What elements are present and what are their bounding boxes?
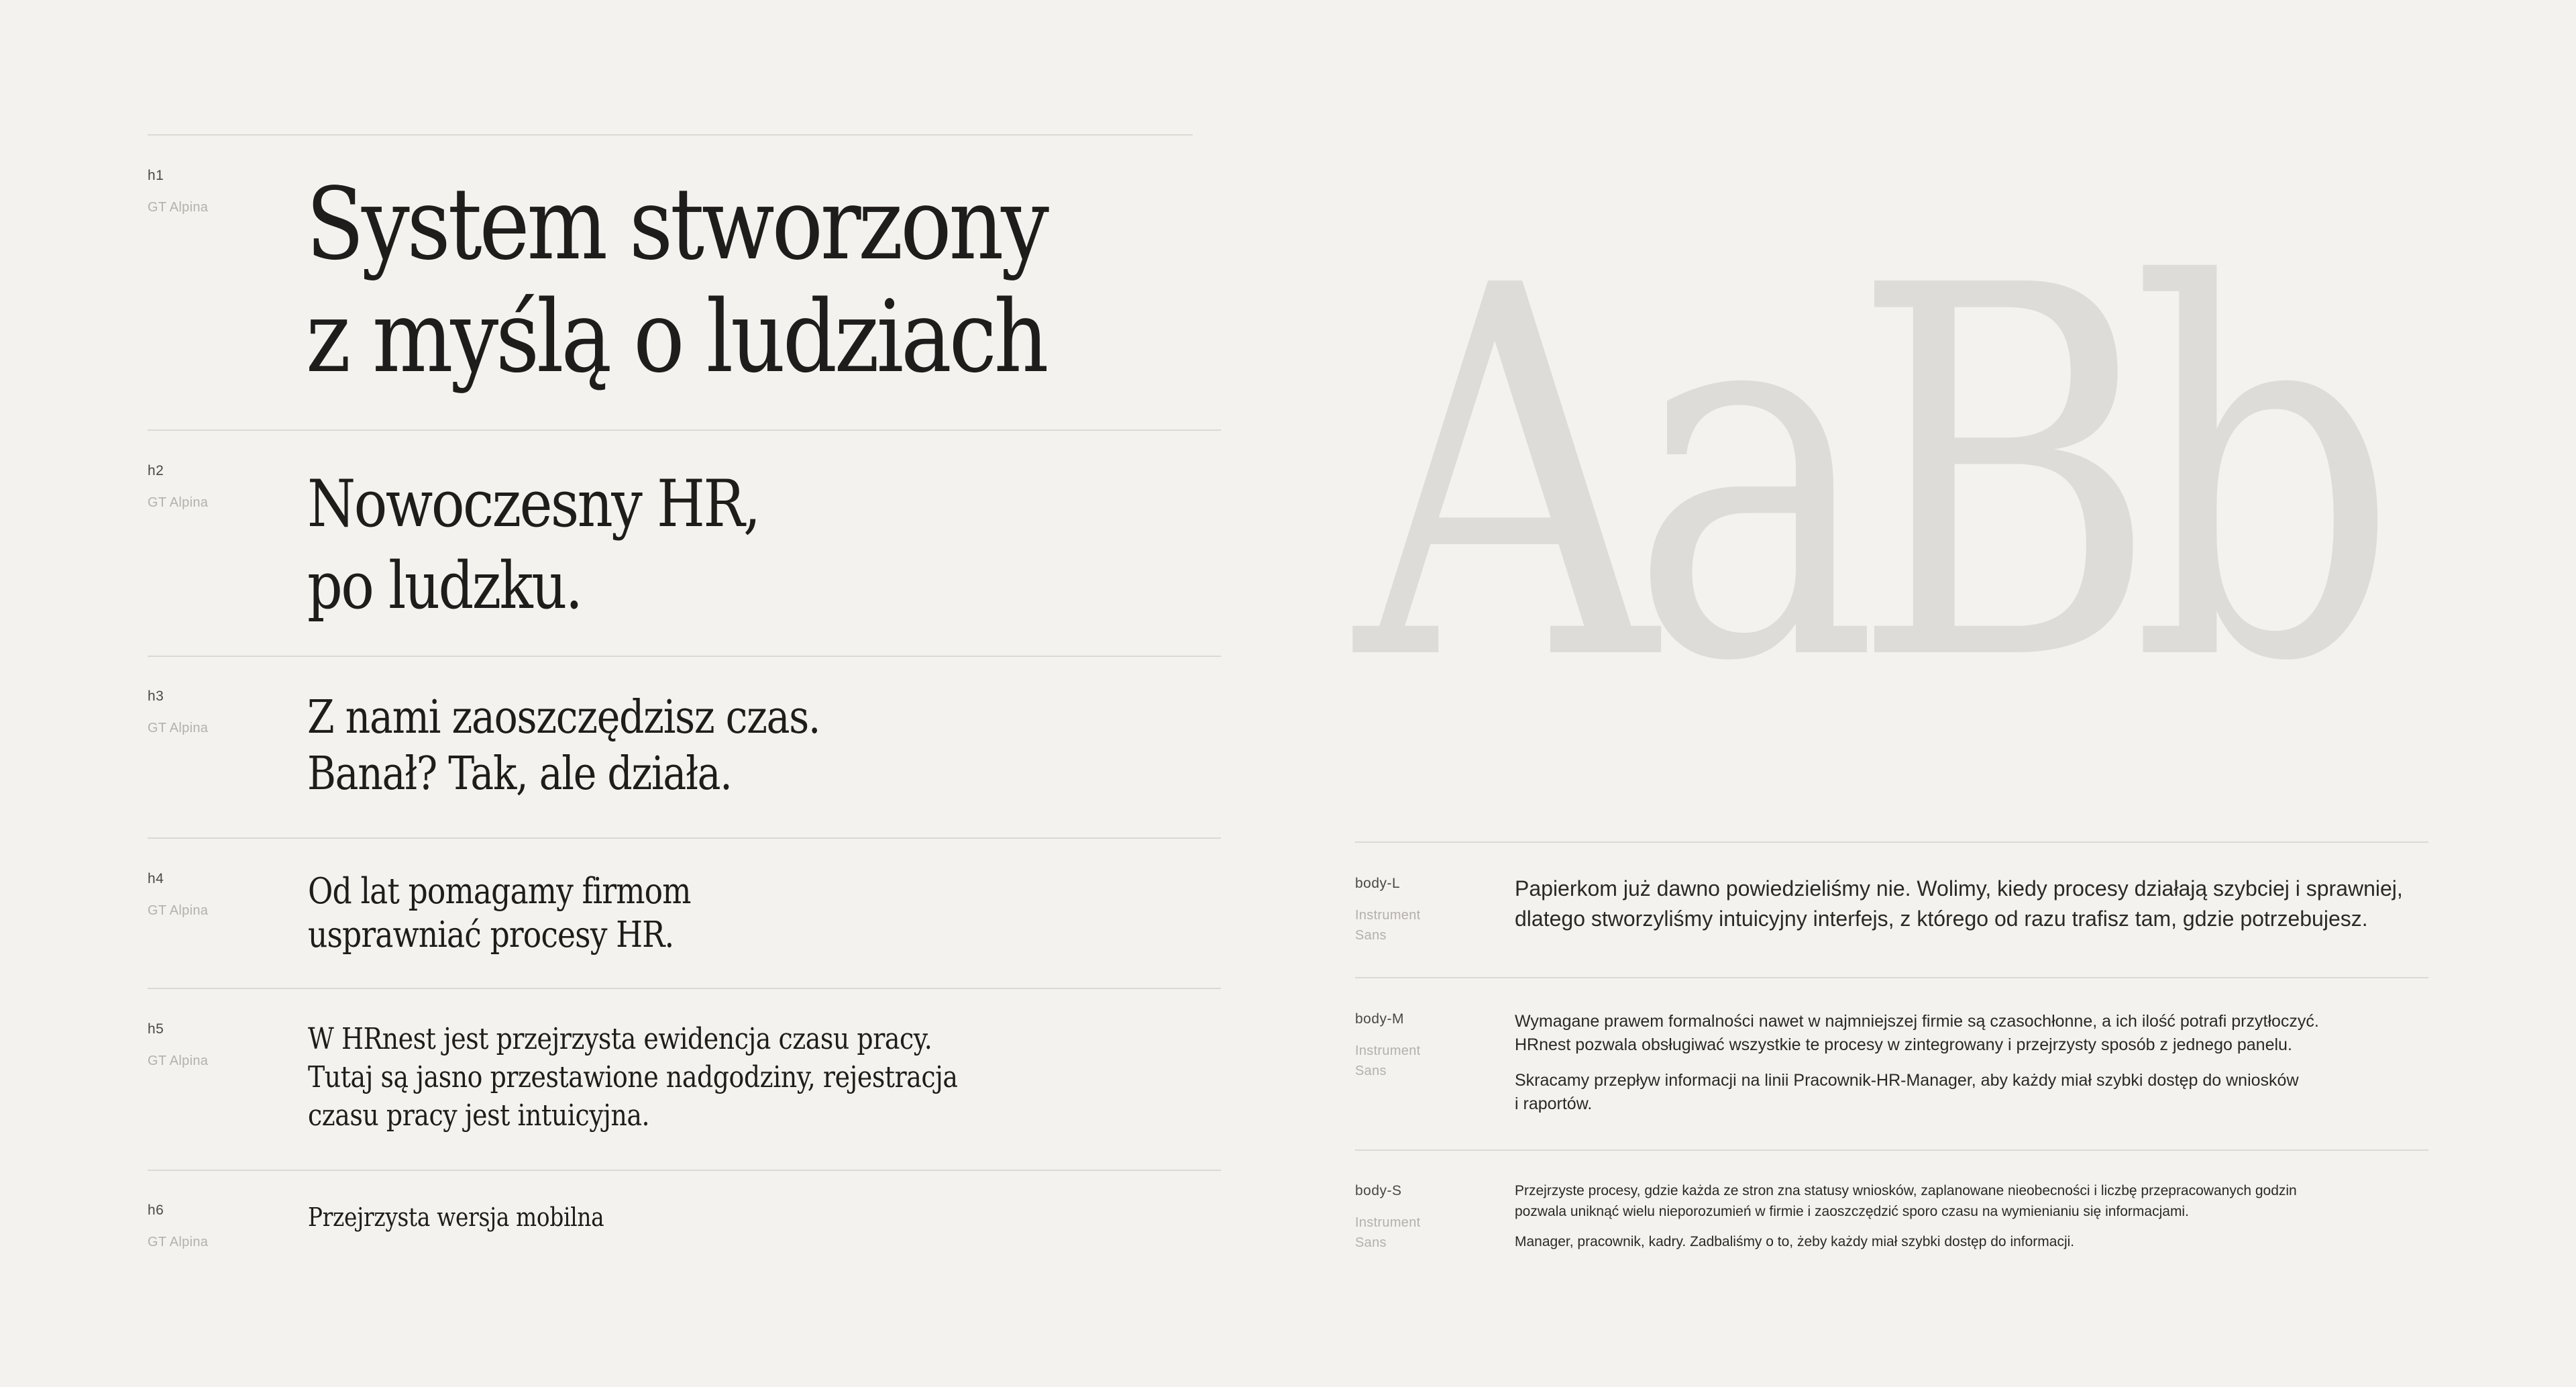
heading-line: Banał? Tak, ale działa. xyxy=(307,748,732,801)
divider xyxy=(148,837,1221,839)
text-line: HRnest pozwala obsługiwać wszystkie te procesy w zintegrowany i przejrzysty sposób z jednego panelu. xyxy=(1515,1035,2292,1054)
style-tag-body-m: body-M xyxy=(1355,1011,1405,1027)
font-name-line: Instrument xyxy=(1355,1043,1421,1058)
heading-line: czasu pracy jest intuicyjna. xyxy=(308,1098,650,1133)
style-tag-h1: h1 xyxy=(148,168,164,183)
style-tag-h6: h6 xyxy=(148,1202,164,1218)
heading-sample-h3 xyxy=(307,690,820,803)
heading-line: System stworzony xyxy=(306,166,1046,282)
text-line: i raportów. xyxy=(1515,1094,1593,1113)
divider xyxy=(1355,977,2428,978)
font-name-body-l xyxy=(1355,905,1420,945)
heading-sample-h4 xyxy=(308,870,691,957)
font-name-h1: GT Alpina xyxy=(148,200,209,215)
style-tag-h2: h2 xyxy=(148,463,164,478)
font-name-h5: GT Alpina xyxy=(148,1054,209,1068)
heading-sample-h5 xyxy=(308,1020,958,1135)
heading-line: W HRnest jest przejrzysta ewidencja czasu pracy. xyxy=(308,1022,932,1056)
divider xyxy=(148,429,1221,431)
divider xyxy=(148,656,1221,657)
text-line: Papierkom już dawno powiedzieliśmy nie. Wolimy, kiedy procesy działają szybciej i sprawniej, xyxy=(1515,876,2403,901)
body-sample-l xyxy=(1515,874,2403,934)
style-tag-body-s: body-S xyxy=(1355,1183,1402,1198)
heading-line: Z nami zaoszczędzisz czas. xyxy=(307,691,820,744)
style-tag-h3: h3 xyxy=(148,688,164,704)
heading-line: po ludzku. xyxy=(307,548,582,623)
text-line: pozwala uniknąć wielu nieporozumień w firmie i zaoszczędzić sporo czasu na wymienianiu się informacjami. xyxy=(1515,1204,2189,1219)
paragraph xyxy=(1515,1180,2297,1222)
divider xyxy=(148,134,1193,136)
heading-line: Tutaj są jasno przestawione nadgodziny, rejestracja xyxy=(308,1060,958,1094)
font-name-line: Sans xyxy=(1355,928,1387,943)
body-sample-s xyxy=(1515,1180,2297,1252)
text-line: Manager, pracownik, kadry. Zadbaliśmy o to, żeby każdy miał szybki dostęp do informacji. xyxy=(1515,1234,2075,1249)
text-line: dlatego stworzyliśmy intuicyjny interfejs, z którego od razu trafisz tam, gdzie potrzebujesz. xyxy=(1515,907,2368,931)
text-line: Skracamy przepływ informacji na linii Pracownik-HR-Manager, aby każdy miał szybki dostęp do wniosków xyxy=(1515,1071,2299,1090)
heading-line: usprawniać procesy HR. xyxy=(308,915,674,956)
font-name-body-m xyxy=(1355,1041,1420,1081)
heading-sample-h2 xyxy=(307,463,759,627)
body-sample-m xyxy=(1515,1010,2319,1116)
font-name-line: Instrument xyxy=(1355,1215,1421,1230)
font-name-line: Sans xyxy=(1355,1235,1387,1250)
font-name-h2: GT Alpina xyxy=(148,495,209,510)
divider xyxy=(1355,841,2428,843)
heading-sample-h6 xyxy=(308,1201,604,1233)
text-line: Wymagane prawem formalności nawet w najmniejszej firmie są czasochłonne, a ich ilość potrafi przytłoczyć. xyxy=(1515,1012,2319,1031)
divider xyxy=(148,988,1221,989)
font-name-h3: GT Alpina xyxy=(148,721,209,735)
paragraph xyxy=(1515,874,2403,934)
paragraph xyxy=(1515,1231,2297,1252)
heading-sample-h1 xyxy=(306,168,1046,393)
heading-line: Od lat pomagamy firmom xyxy=(308,871,691,912)
font-name-line: Instrument xyxy=(1355,908,1421,923)
text-line: Przejrzyste procesy, gdzie każda ze stron zna statusy wniosków, zaplanowane nieobecności i liczbę przepracowanych godzin xyxy=(1515,1183,2297,1198)
heading-line: z myślą o ludziach xyxy=(306,279,1046,395)
style-tag-body-l: body-L xyxy=(1355,876,1401,891)
font-name-h4: GT Alpina xyxy=(148,903,209,918)
divider xyxy=(148,1170,1221,1171)
paragraph xyxy=(1515,1010,2319,1057)
font-name-body-s xyxy=(1355,1213,1420,1253)
heading-line: Przejrzysta wersja mobilna xyxy=(308,1202,604,1232)
font-name-h6: GT Alpina xyxy=(148,1235,209,1249)
font-name-line: Sans xyxy=(1355,1064,1387,1078)
typeface-specimen: AaBb xyxy=(1355,180,2371,773)
style-tag-h5: h5 xyxy=(148,1021,164,1037)
paragraph xyxy=(1515,1069,2319,1116)
divider xyxy=(1355,1149,2428,1151)
style-tag-h4: h4 xyxy=(148,871,164,886)
heading-line: Nowoczesny HR, xyxy=(307,466,759,542)
